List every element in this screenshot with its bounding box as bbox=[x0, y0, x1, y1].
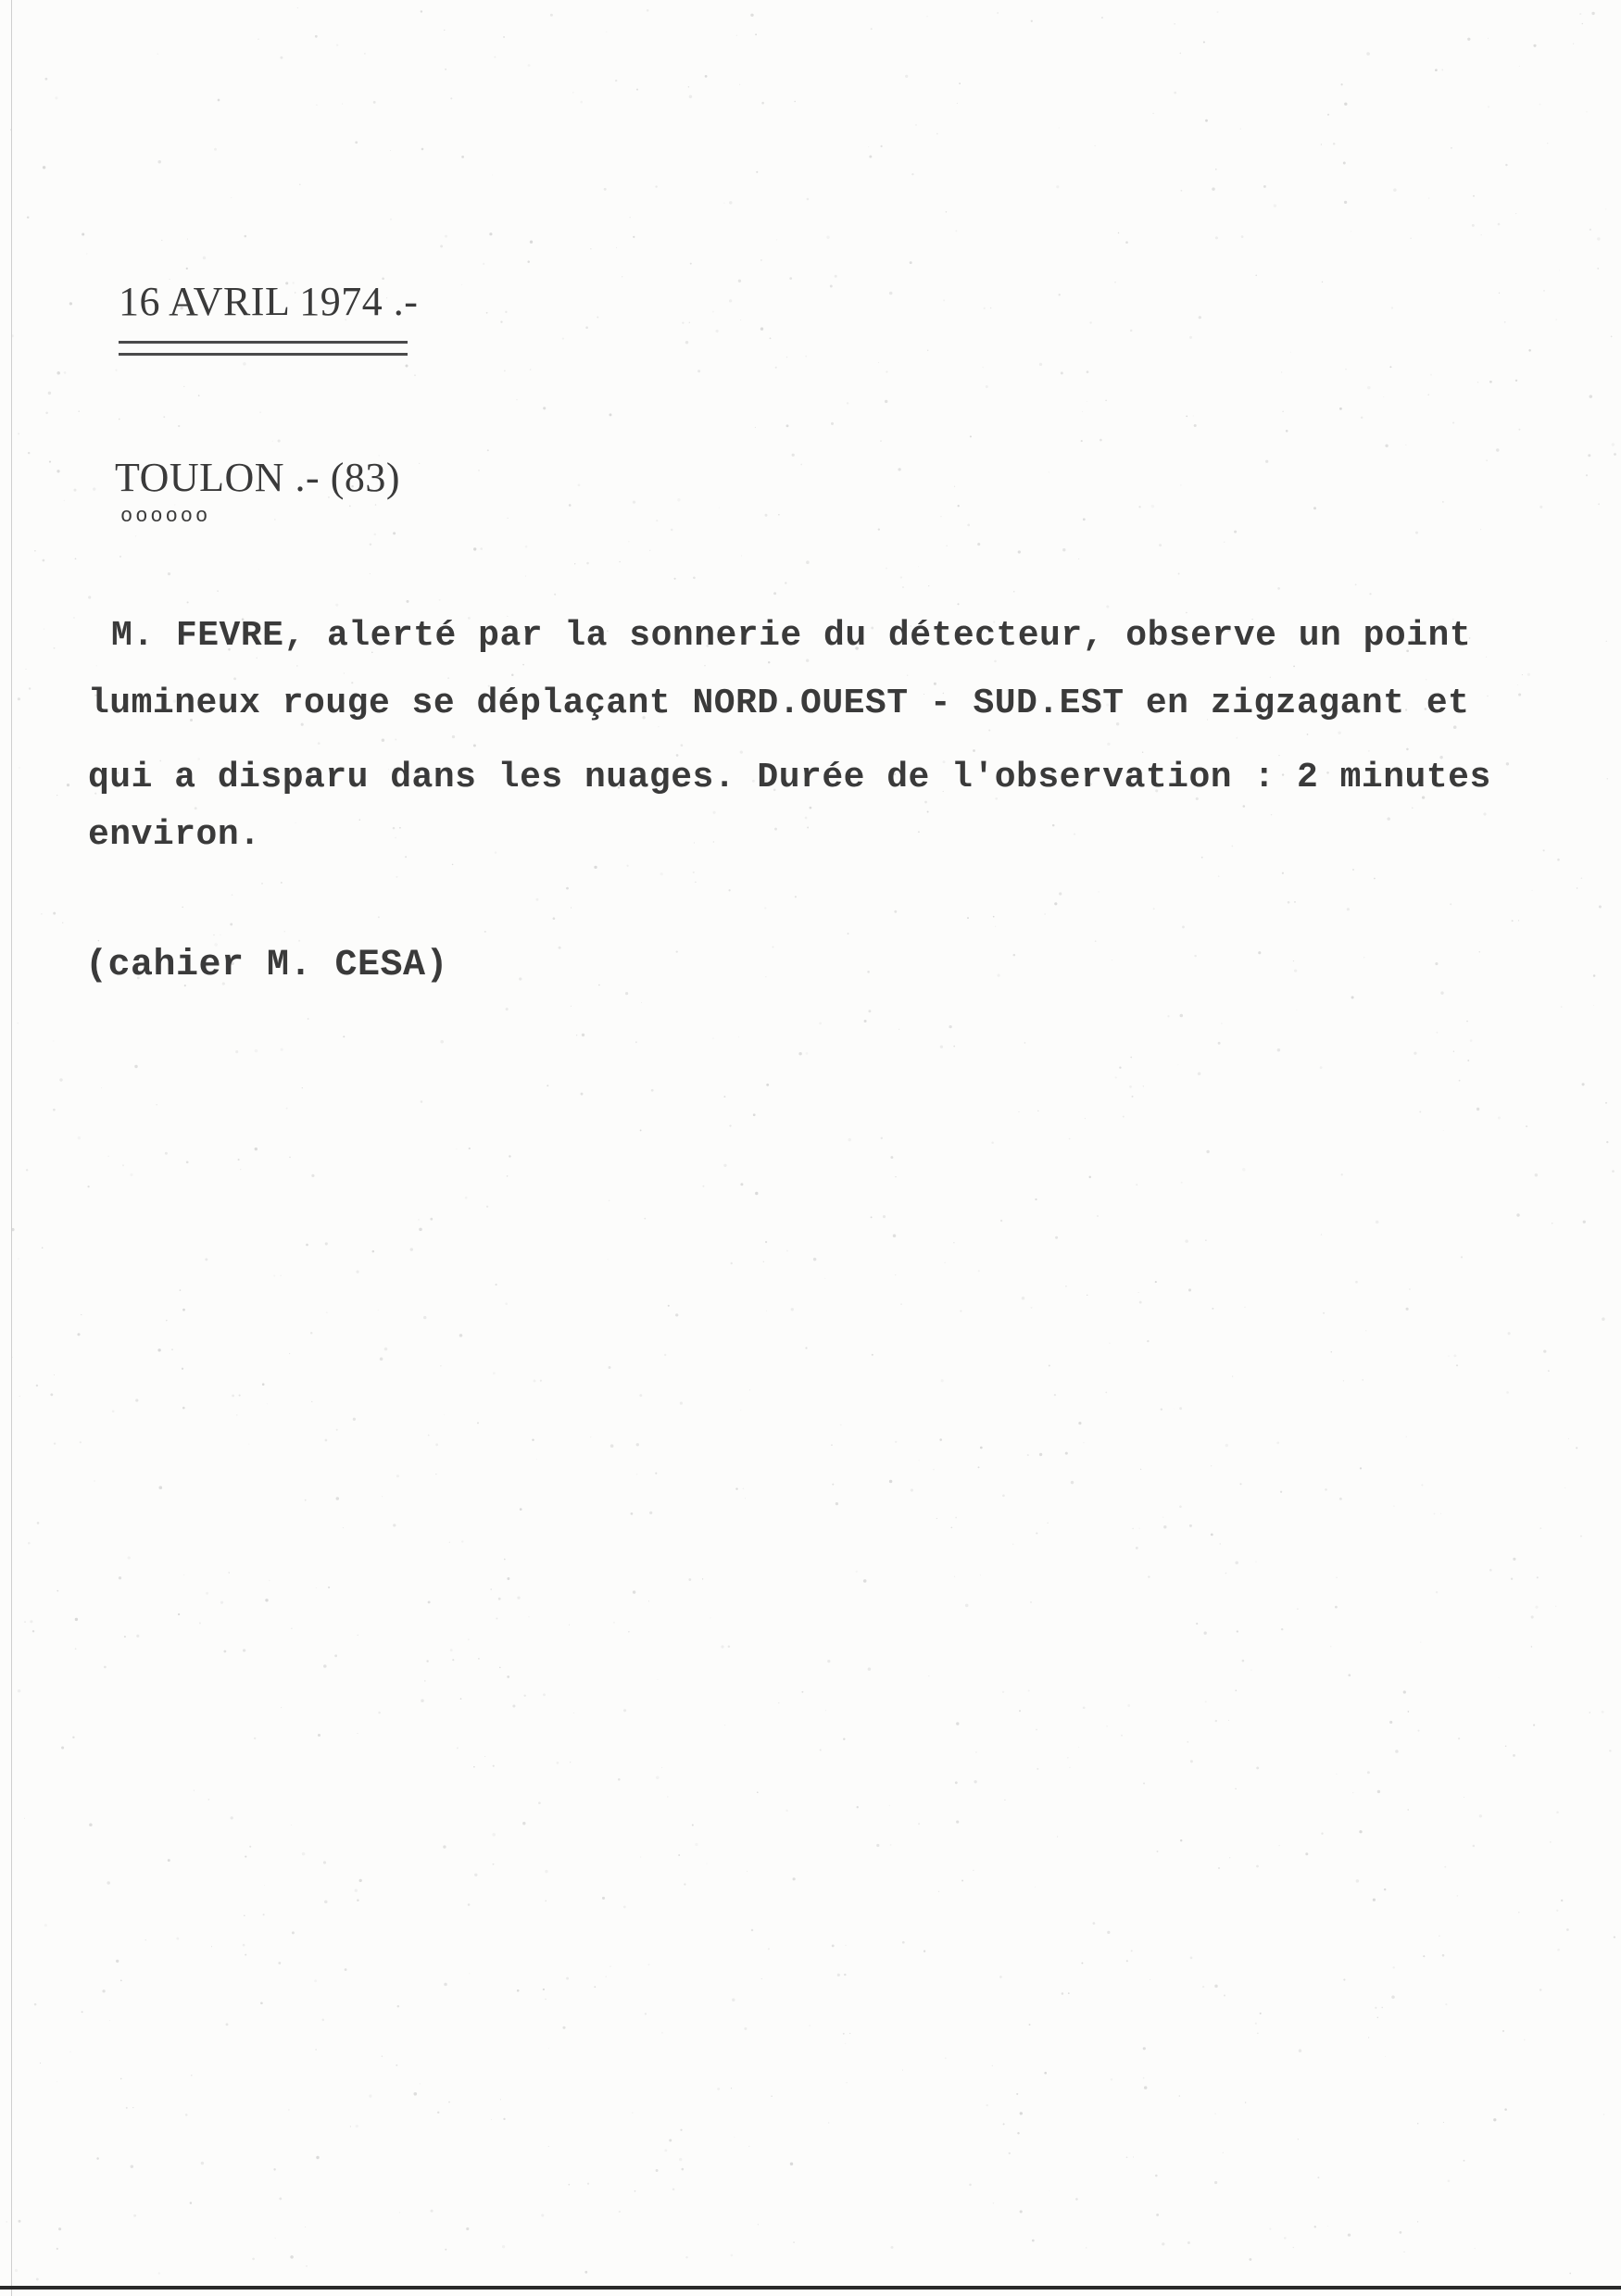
report-body-line-1: M. FEVRE, alerté par la sonnerie du détecteur, observe un point bbox=[111, 616, 1472, 656]
report-body-line-4: environ. bbox=[88, 815, 261, 855]
report-body-line-2: lumineux rouge se déplaçant NORD.OUEST - SUD.EST en zigzagant et bbox=[88, 684, 1470, 723]
report-body-line-3: qui a disparu dans les nuages. Durée de l'observation : 2 minutes bbox=[88, 758, 1491, 797]
date-double-underline bbox=[119, 341, 408, 356]
report-source-note: (cahier M. CESA) bbox=[85, 945, 449, 986]
report-location: TOULON .- (83) bbox=[115, 455, 401, 500]
page-edge-line bbox=[11, 0, 12, 2296]
location-underline-marks: oooooo bbox=[120, 505, 211, 528]
report-date: 16 AVRIL 1974 .- bbox=[119, 279, 419, 324]
page-bottom-border bbox=[0, 2286, 1621, 2290]
